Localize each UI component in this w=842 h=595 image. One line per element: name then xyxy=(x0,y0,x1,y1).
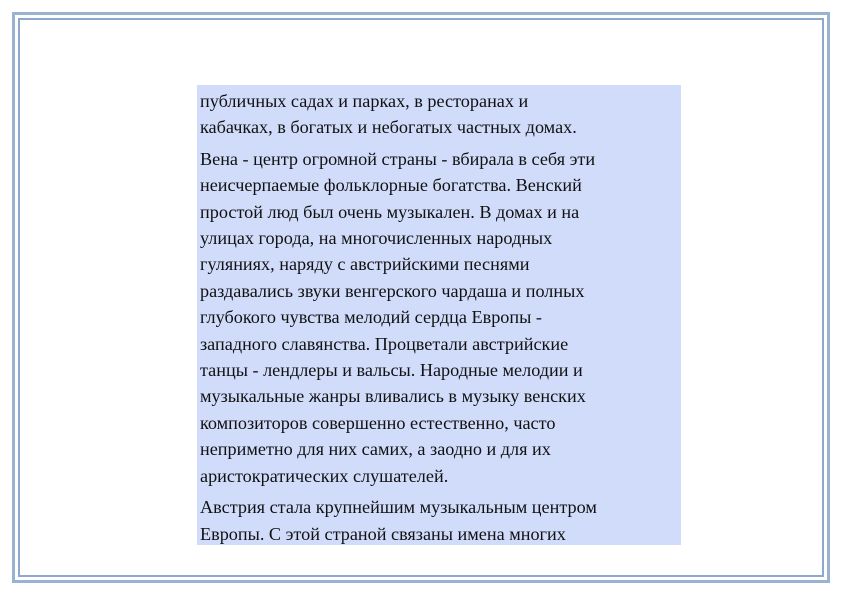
text-line: кабачках, в богатых и небогатых частных домах. xyxy=(200,117,577,138)
text-line: раздавались звуки венгерского чардаша и полных xyxy=(200,280,585,301)
text-line: аристократических слушателей. xyxy=(200,465,449,486)
text-line: простой люд был очень музыкален. В домах и на xyxy=(200,201,580,222)
text-box xyxy=(197,85,681,545)
text-line: западного славянства. Процветали австрийские xyxy=(200,333,569,354)
text-line: танцы - лендлеры и вальсы. Народные мелодии и xyxy=(200,360,583,381)
text-line: композиторов совершенно естественно, часто xyxy=(200,412,556,433)
text-line: музыкальные жанры вливались в музыку венских xyxy=(200,386,586,407)
text-line: Европы. С этой страной связаны имена многих xyxy=(200,523,566,544)
text-line: публичных садах и парках, в ресторанах и xyxy=(200,91,529,111)
text-line: гуляниях, наряду с австрийскими песнями xyxy=(200,254,530,275)
text-line: глубокого чувства мелодий сердца Европы - xyxy=(200,307,542,328)
text-line: Австрия стала крупнейшим музыкальным центром xyxy=(200,497,597,518)
text-line: улицах города, на многочисленных народных xyxy=(200,228,553,249)
paragraph-2 xyxy=(200,146,681,489)
text-line: Вена - центр огромной страны - вбирала в себя эти xyxy=(200,148,596,169)
paragraph-3 xyxy=(200,494,681,547)
text-line: неприметно для них самих, а заодно и для их xyxy=(200,439,551,460)
paragraph-1 xyxy=(200,88,681,141)
text-line: неисчерпаемые фольклорные богатства. Венский xyxy=(200,175,582,196)
